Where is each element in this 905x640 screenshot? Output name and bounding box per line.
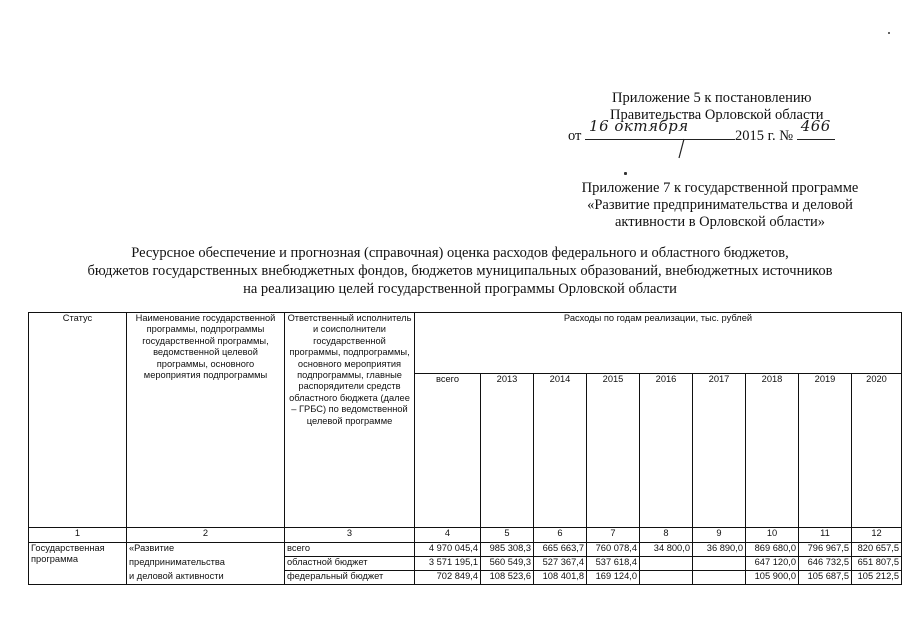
appendix5-date-line [568, 117, 872, 145]
table-row [29, 543, 902, 557]
value-2017: 36 890,0 [693, 543, 746, 557]
header-year-2018: 2018 [746, 374, 799, 528]
value-total: 4 970 045,4 [415, 543, 481, 557]
value-2013: 108 523,6 [481, 571, 534, 585]
value-2020: 105 212,5 [852, 571, 902, 585]
column-number: 3 [285, 528, 415, 543]
appendix5-line1: Приложение 5 к постановлению [612, 90, 812, 106]
header-year-2017: 2017 [693, 374, 746, 528]
expenses-table [28, 312, 902, 585]
document-title [60, 244, 860, 298]
column-number: 6 [534, 528, 587, 543]
value-2018: 869 680,0 [746, 543, 799, 557]
value-2014: 108 401,8 [534, 571, 587, 585]
column-number: 4 [415, 528, 481, 543]
value-2016 [640, 557, 693, 571]
column-number-row [29, 528, 902, 543]
value-2015: 169 124,0 [587, 571, 640, 585]
executor-cell: областной бюджет [285, 557, 415, 571]
stray-dot [624, 172, 627, 175]
date-field [585, 117, 735, 140]
column-number: 10 [746, 528, 799, 543]
column-number: 7 [587, 528, 640, 543]
handwritten-number: 466 [800, 117, 831, 135]
appendix7-line2: «Развитие предпринимательства и деловой [587, 197, 853, 213]
value-2017 [693, 557, 746, 571]
value-total: 3 571 195,1 [415, 557, 481, 571]
table-row [29, 557, 902, 571]
appendix5-block [568, 90, 872, 145]
status-cell: Государственная программа [29, 543, 127, 585]
value-2016 [640, 571, 693, 585]
title-line1: Ресурсное обеспечение и прогнозная (справочная) оценка расходов федерального и областного бюджетов, [131, 245, 789, 261]
value-2016: 34 800,0 [640, 543, 693, 557]
program-name-line3: и деловой активности [127, 571, 285, 585]
header-year-2013: 2013 [481, 374, 534, 528]
header-expenses: Расходы по годам реализации, тыс. рублей [415, 313, 902, 374]
value-total: 702 849,4 [415, 571, 481, 585]
value-2020: 820 657,5 [852, 543, 902, 557]
column-number: 5 [481, 528, 534, 543]
value-2019: 796 967,5 [799, 543, 852, 557]
executor-cell: федеральный бюджет [285, 571, 415, 585]
value-2017 [693, 571, 746, 585]
pen-stroke-mark [672, 138, 692, 160]
column-number: 11 [799, 528, 852, 543]
title-line3: на реализацию целей государственной программы Орловской области [243, 281, 677, 297]
header-year-2020: 2020 [852, 374, 902, 528]
appendix7-block [570, 180, 870, 231]
program-name-line2: предпринимательства [127, 557, 285, 571]
value-2019: 646 732,5 [799, 557, 852, 571]
from-label: от [568, 128, 582, 144]
value-2018: 105 900,0 [746, 571, 799, 585]
stray-dot-corner [888, 32, 890, 34]
year-text: 2015 г. № [735, 128, 794, 144]
header-year-2015: 2015 [587, 374, 640, 528]
appendix5-line2: Правительства Орловской области [610, 107, 824, 123]
value-2015: 760 078,4 [587, 543, 640, 557]
program-name-line1: «Развитие [127, 543, 285, 557]
table-row [29, 571, 902, 585]
header-executor: Ответственный исполнитель и соисполнители государственной программы, подпрограммы, основного мероприятия подпрограммы, главные распорядители средств областного бюджета (далее – ГРБС) по ведомственной целевой программе [285, 313, 415, 528]
value-2013: 985 308,3 [481, 543, 534, 557]
value-2019: 105 687,5 [799, 571, 852, 585]
header-row-1 [29, 313, 902, 374]
column-number: 9 [693, 528, 746, 543]
value-2014: 665 663,7 [534, 543, 587, 557]
value-2014: 527 367,4 [534, 557, 587, 571]
column-number: 8 [640, 528, 693, 543]
title-line2: бюджетов государственных внебюджетных фондов, бюджетов муниципальных образований, внебюджетных источников [87, 263, 833, 279]
number-field [797, 117, 835, 140]
column-number: 12 [852, 528, 902, 543]
header-year-total: всего [415, 374, 481, 528]
header-year-2014: 2014 [534, 374, 587, 528]
header-year-2016: 2016 [640, 374, 693, 528]
header-year-2019: 2019 [799, 374, 852, 528]
header-status: Статус [29, 313, 127, 528]
value-2020: 651 807,5 [852, 557, 902, 571]
handwritten-date: 16 октября [589, 117, 689, 135]
column-number: 1 [29, 528, 127, 543]
appendix7-line1: Приложение 7 к государственной программе [581, 180, 859, 196]
value-2015: 537 618,4 [587, 557, 640, 571]
value-2013: 560 549,3 [481, 557, 534, 571]
value-2018: 647 120,0 [746, 557, 799, 571]
header-name: Наименование государственной программы, подпрограммы государственной программы, ведомственной целевой программы, основного мероприятия подпрограммы [127, 313, 285, 528]
column-number: 2 [127, 528, 285, 543]
executor-cell: всего [285, 543, 415, 557]
appendix7-line3: активности в Орловской области» [614, 214, 826, 230]
